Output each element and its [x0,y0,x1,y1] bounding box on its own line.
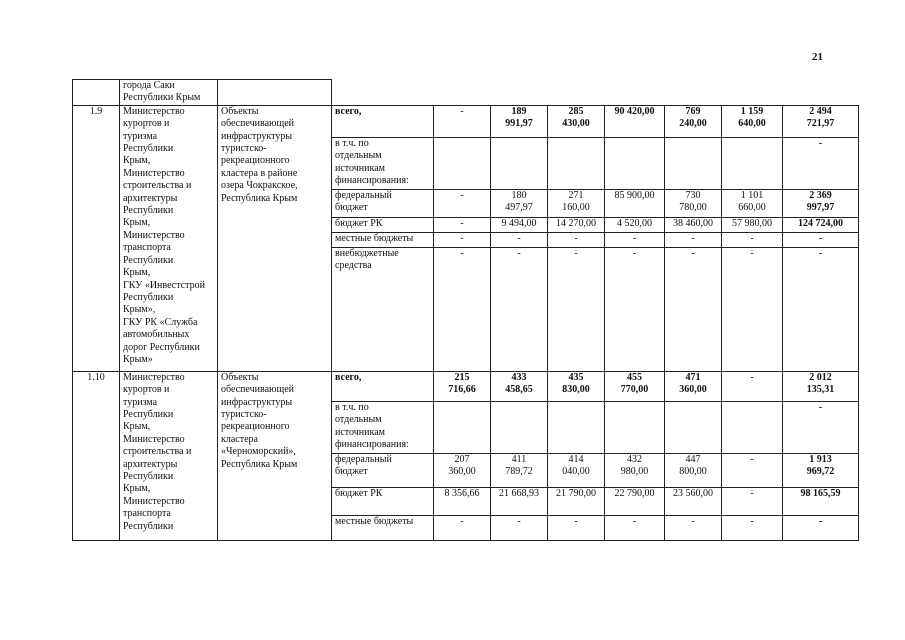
value-cell: - [783,247,859,371]
row-label: в т.ч. по отдельным источникам финансирования: [332,401,434,453]
value-cell: 2 369 997,97 [783,189,859,217]
value-cell: 447 800,00 [665,453,722,487]
value-cell: - [605,232,665,247]
section-index: 1.10 [73,371,120,540]
value-cell: - [783,401,859,453]
value-cell: 471 360,00 [665,371,722,401]
value-cell [434,401,491,453]
value-cell: - [605,247,665,371]
row-label: местные бюджеты [332,232,434,247]
value-cell [548,137,605,189]
value-cell: 8 356,66 [434,487,491,515]
value-cell: - [548,515,605,540]
value-cell [434,137,491,189]
value-cell: 189 991,97 [491,105,548,137]
row-label: местные бюджеты [332,515,434,540]
value-cell: 769 240,00 [665,105,722,137]
value-cell: - [665,515,722,540]
executor-cell: Министерство курортов и туризма Республики Крым, Министерство строительства и архитектуры Республики Крым, Министерство транспорта Республики [120,371,218,540]
value-cell: 2 012 135,31 [783,371,859,401]
value-cell: 432 980,00 [605,453,665,487]
value-cell: 14 270,00 [548,217,605,232]
executor-cell: Министерство курортов и туризма Республики Крым, Министерство строительства и архитектуры Республики Крым, Министерство транспорта Республики Крым, ГКУ «Инвестстрой Республики Крым», ГКУ РК «Служба автомобильных дорог Республики Крым» [120,105,218,371]
value-cell: - [783,137,859,189]
value-cell: 2 494 721,97 [783,105,859,137]
value-cell: 90 420,00 [605,105,665,137]
row-label: федеральный бюджет [332,189,434,217]
value-cell: - [491,232,548,247]
value-cell: 433 458,65 [491,371,548,401]
value-cell: - [434,247,491,371]
value-cell: 23 560,00 [665,487,722,515]
value-cell: 1 159 640,00 [722,105,783,137]
value-cell: - [434,217,491,232]
executor-cell: города Саки Республики Крым [120,80,218,106]
value-cell: - [434,515,491,540]
value-cell: - [665,232,722,247]
value-cell: - [605,515,665,540]
value-cell: 285 430,00 [548,105,605,137]
value-cell [491,137,548,189]
value-cell [722,401,783,453]
value-cell: 57 980,00 [722,217,783,232]
value-cell [665,401,722,453]
value-cell: 207 360,00 [434,453,491,487]
table-row [73,371,859,401]
value-cell: 124 724,00 [783,217,859,232]
value-cell: - [722,371,783,401]
value-cell: - [722,515,783,540]
value-cell [722,137,783,189]
value-cell: - [434,105,491,137]
value-cell: - [665,247,722,371]
value-cell: 730 780,00 [665,189,722,217]
row-label: в т.ч. по отдельным источникам финансирования: [332,137,434,189]
row-label: бюджет РК [332,487,434,515]
value-cell: - [783,515,859,540]
value-cell: 271 160,00 [548,189,605,217]
value-cell: - [722,247,783,371]
object-cell: Объекты обеспечивающей инфраструктуры туристско- рекреационного кластера в районе озера Чокракское, Республика Крым [218,105,332,371]
value-cell: - [491,247,548,371]
table-row [73,105,859,137]
value-cell: 4 520,00 [605,217,665,232]
row-label: всего, [332,371,434,401]
value-cell: - [783,232,859,247]
value-cell: 435 830,00 [548,371,605,401]
value-cell: 455 770,00 [605,371,665,401]
value-cell: 411 789,72 [491,453,548,487]
value-cell [548,401,605,453]
object-cell: Объекты обеспечивающей инфраструктуры туристско- рекреационного кластера «Черноморский», Республика Крым [218,371,332,540]
value-cell: 1 913 969,72 [783,453,859,487]
value-cell: 9 494,00 [491,217,548,232]
budget-table [72,79,859,541]
row-label: всего, [332,105,434,137]
value-cell: 21 790,00 [548,487,605,515]
value-cell: - [434,189,491,217]
value-cell: 414 040,00 [548,453,605,487]
value-cell: 1 101 660,00 [722,189,783,217]
value-cell: 85 900,00 [605,189,665,217]
page-number: 21 [812,51,823,63]
value-cell [491,401,548,453]
value-cell: - [434,232,491,247]
value-cell: - [548,247,605,371]
value-cell: - [722,232,783,247]
empty-cell [332,80,859,106]
value-cell: - [722,487,783,515]
carry-over-row [73,80,859,106]
value-cell [665,137,722,189]
value-cell: - [548,232,605,247]
index-cell [73,80,120,106]
value-cell: 21 668,93 [491,487,548,515]
value-cell: - [491,515,548,540]
empty-cell [218,80,332,106]
value-cell: 38 460,00 [665,217,722,232]
value-cell: - [722,453,783,487]
value-cell [605,137,665,189]
value-cell: 22 790,00 [605,487,665,515]
value-cell [605,401,665,453]
row-label: внебюджетные средства [332,247,434,371]
value-cell: 215 716,66 [434,371,491,401]
section-index: 1.9 [73,105,120,371]
value-cell: 98 165,59 [783,487,859,515]
row-label: бюджет РК [332,217,434,232]
value-cell: 180 497,97 [491,189,548,217]
row-label: федеральный бюджет [332,453,434,487]
